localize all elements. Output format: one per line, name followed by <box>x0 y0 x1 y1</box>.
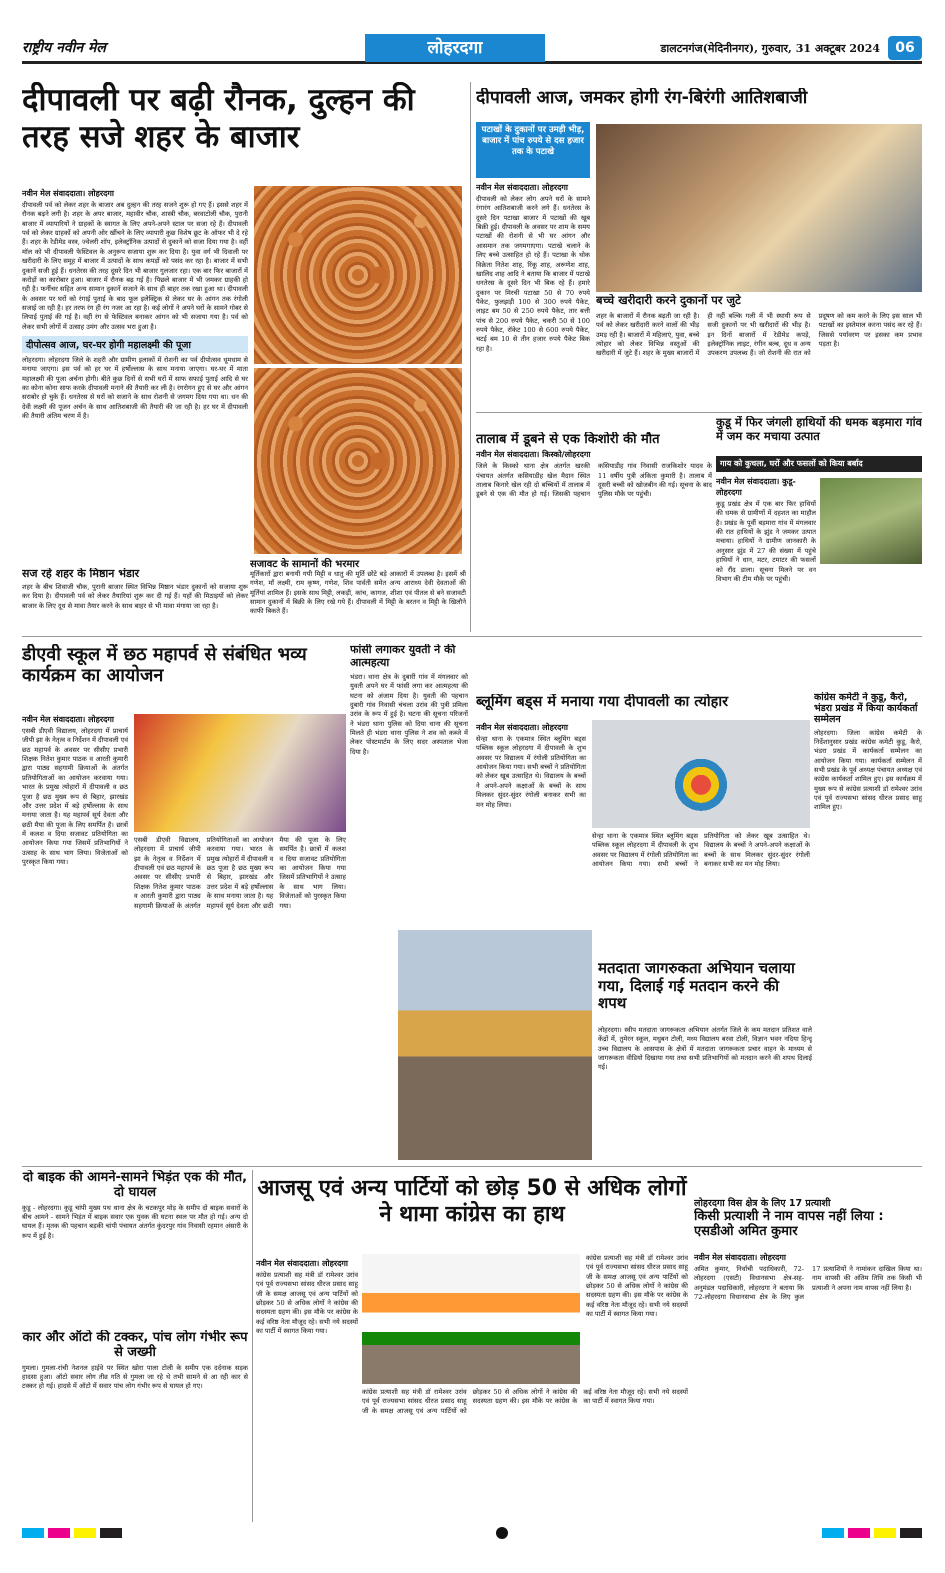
article-car-auto <box>22 1330 248 1522</box>
photo-diyas-1 <box>254 186 462 364</box>
column-rule <box>252 1170 253 1522</box>
article-diwali-bazaar <box>22 82 470 190</box>
headline: दीपावली आज, जमकर होगी रंग-बिरंगी आतिशबाजी <box>476 88 808 108</box>
row-rule <box>22 636 922 637</box>
headline: कुडू में फिर जंगली हाथियों की धमक बड़मारा गांव में जम कर मचाया उत्पात <box>716 416 922 443</box>
byline: नवीन मेल संवाददाता। लोहरदगा <box>476 183 568 192</box>
black-swatch <box>100 1528 122 1538</box>
row-rule <box>22 1166 922 1167</box>
voter-body <box>598 1026 812 1162</box>
blooming-body-cols <box>592 832 810 926</box>
cyan-swatch <box>822 1528 844 1538</box>
photo-trampled-field <box>820 478 922 564</box>
article-body-col <box>22 186 248 566</box>
photo-diyas-2 <box>254 368 462 554</box>
photo-rangoli <box>592 720 810 828</box>
magenta-swatch <box>848 1528 870 1538</box>
column-rule <box>470 82 471 632</box>
headline: दीपावली पर बढ़ी रौनक, दुल्हन की तरह सजे शहर के बाजार <box>22 82 415 155</box>
photo-school-event <box>134 714 346 832</box>
article-elephants <box>716 416 922 454</box>
article-bike-accident <box>22 1170 248 1328</box>
dateline: डालटनगंज(मेदिनीनगर), गुरुवार, 31 अक्टूबर 2024 <box>660 42 880 55</box>
article-voter-awareness <box>598 960 812 1022</box>
article-body-2: शहर के बाजारों में रौनक बढ़ती जा रही है। पर्व को लेकर खरीदारी करने वालों की भीड़ उमड़ रही है। बाजारों में महिलाएं, युवा, बच्चे त्योहार को लेकर विभिन्न वस्तुओं की खरीदारी में जुटे हैं। शहर के मुख्य बाजारों में ही नहीं बल्कि गली में भी स्थायी रूप से सजी दुकानों पर भी खरीदारों की भीड़ है। इन दिनों बाजारों में रेडीमेड कपड़े, इलेक्ट्रॉनिक लाइट, रंगीन बल्ब, दूध व अन्य उपकरण उपलब्ध हैं। जो रोशनी की रात को प्रदूषण को कम करने के लिए इस साल भी पटाखों का इस्तेमाल करना पसंद कर रहे हैं। जिससे पर्यावरण पर इसका कम प्रभाव पड़ता है। <box>596 312 922 358</box>
byline: नवीन मेल संवाददाता। लोहरदगा <box>22 715 114 724</box>
sub-heading: गाय को कुचला, घरों और फसलों को किया बर्बाद <box>720 459 863 468</box>
headline: दो बाइक की आमने-सामने भिड़ंत एक की मौत, दो घायल <box>22 1170 248 1201</box>
page-number: 06 <box>888 36 922 60</box>
byline: नवीन मेल संवाददाता। लोहरदगा <box>476 723 568 732</box>
sweets-box <box>22 568 248 630</box>
article-body-cont: कांग्रेस प्रत्याशी सह मंत्री डॉ रामेश्वर उरांव एवं पूर्व राज्यसभा सांसद धीरज प्रसाद साहू जी के समक्ष आजसू एवं अन्य पार्टियों को छोड़कर 50 से अधिक लोगों ने कांग्रेस की सदस्यता ग्रहण की। इस मौके पर कांग्रेस के कई वरिष्ठ नेता मौजूद रहे। सभी नये सदस्यों का पार्टी में स्वागत किया गया। <box>362 1388 688 1415</box>
article-body: लोहरदगा। जिला कांग्रेस कमेटी के निर्देशानुसार प्रखंड कांग्रेस कमेटी कुडू, कैरो, भंडरा प्रखंड में कार्यकर्ता सम्मेलन का आयोजन किया गया। कार्यकर्ता सम्मेलन में सभी प्रखंड के पूर्व अध्यक्ष पंचायत अध्यक्ष एवं कांग्रेस कार्यकर्ता शामिल हुए। इस कार्यक्रम में मुख्य रूप से कांग्रेस प्रत्याशी डॉ रामेश्वर उरांव एवं पूर्व राज्यसभा सांसद धीरज प्रसाद साहू शामिल हुए। <box>814 728 922 812</box>
article-blooming-buds <box>476 694 810 718</box>
article-congress-committee <box>814 692 922 1162</box>
headline: तालाब में डूबने से एक किशोरी की मौत <box>476 432 660 447</box>
caption-body: मूर्तिकारों द्वारा बनायी गयी मिट्टी व धातु की मूर्ति छोटे बड़े आकारों में उपलब्ध है। इसमें श्री गणेश, माँ लक्ष्मी, राम कृष्ण, गणेश, शिव पार्वती समेत अन्य आराध्य देवी देवताओं की मूर्तियां शामिल हैं। इसके साथ मिट्टी, लकड़ी, कांच, कागज, शीशा एवं पीतल से बने सजावटी सामान दुकानों में बिक्री के लिए रखे गये हैं। दीपावली में मिट्टी के बरतन व मिट्टी के खिलौने काफी बिकते हैं। <box>250 570 466 616</box>
article-body-cont: सेन्हा थाना के एकमात्र स्थित ब्लूमिंग बड्स पब्लिक स्कूल लोहरदगा में दीपावली के शुभ अवसर पर विद्यालय में रंगोली प्रतियोगिता का आयोजन किया गया। सभी बच्चों ने प्रतियोगिता को लेकर खूब उत्साहित थे। विद्यालय के बच्चों ने अपने-अपने कक्षाओं के बच्चों के साथ मिलकर सुंदर-सुंदर रंगोली बनाकर सभी का मन मोह लिया। <box>592 832 810 869</box>
byline: नवीन मेल संवाददाता। किस्को/लोहरदगा <box>476 450 591 460</box>
sub-heading: दीपोत्सव आज, घर-घर होगी महालक्ष्मी की पूजा <box>22 336 248 353</box>
article-body: सेन्हा थाना के एकमात्र स्थित ब्लूमिंग बड्स पब्लिक स्कूल लोहरदगा में दीपावली के शुभ अवसर पर विद्यालय में रंगोली प्रतियोगिता का आयोजन किया गया। सभी बच्चों ने प्रतियोगिता को लेकर खूब उत्साहित थे। विद्यालय के बच्चों ने अपने-अपने कक्षाओं के बच्चों के साथ मिलकर सुंदर-सुंदर रंगोली बनाकर सभी का मन मोह लिया। <box>476 735 586 809</box>
sweets-heading: सज रहे शहर के मिष्ठान भंडार <box>22 568 140 580</box>
headline: आजसू एवं अन्य पार्टियों को छोड़ 50 से अधिक लोगों ने थामा कांग्रेस का हाथ <box>257 1176 687 1227</box>
headline: ब्लूमिंग बड्स में मनाया गया दीपावली का त्योहार <box>476 694 729 710</box>
magenta-swatch <box>48 1528 70 1538</box>
congress-body-cols <box>362 1388 688 1522</box>
headline: किसी प्रत्याशी ने नाम वापस नहीं लिया : एसडीओ अमित कुमार <box>694 1209 884 1240</box>
dav-body <box>22 712 128 1162</box>
elephants-body <box>716 474 816 632</box>
sidebar-text: पटाखों के दुकानों पर उमड़ी भीड़, बाजार में पांच रुपये से दस हजार तक के पटाखे <box>481 125 585 158</box>
caption-decor-box <box>250 556 466 632</box>
article-fireworks <box>476 88 922 118</box>
byline: नवीन मेल संवाददाता। कुडू-लोहरदगा <box>716 477 796 497</box>
article-body: दीपावली पर्व को लेकर शहर के बाजार अब दुल्हन की तरह सजने शुरू हो गए हैं। इससे शहर में रौनक बढ़ने लगी है। शहर के अपर बाजार, महावीर चौक, शास्त्री चौक, बरवाटोली चौक, पुरानी बाजार में व्यापारियों ने ग्राहकों के स्वागत के लिए अपने-अपने स्टाल पर सजा रहे हैं। दीपावली पर्व को लेकर ग्राहकों को अपनी ओर खींचने के लिए व्यापारी कुछ विशेष छूट के ऑफर भी दे रहे हैं। शहर के रेडीमेड वस्त्र, ज्वेलरी शॉप, इलेक्ट्रॉनिक उत्पादों से दुकानें को सजा दिया गया है। वहीं मॉल को भी दीपावली फेस्टिवल के अनुरूप सजाया शुरू कर दिया है। युवा वर्ग भी दिवाली पर खरीदारी के लिए समूह में बाजार में उत्पादों के साथ कपड़ों को पसंद कर रहा है। बाजार में सभी दुकानें सजी हुई हैं। धनतेरस की तरह दूसरे दिन भी बाजार गुलजार रहा। एक बार फिर बाजारों में करोड़ों का कारोबार हुआ। बाजार में रौनक बढ़ गई है। पिछले बाजार में भी जमकर ग्राहकी हो रही है। फर्नीचर सहित अन्य सामान दुकानें सजाने के साथ ही बाहर तक रखा हुआ था। दीपावली के अवसर पर घरों को रंगाई पुताई के बाद फूल इलेक्ट्रिक से लेकर घर के आंगन तक रंगोली सजाई जा रही है। हर तरफ रंग ही रंग नजर आ रहा है। कई लोगों ने अपने घरों के सामने गोबर से लिपाई पुताई की गई है। वहीं रंग से फेस्टिवल बनाकर आंगन को भी सजाया गया है। पर्व को लेकर सभी लोगों में उत्साह उमंग और उत्सव भरा हुआ है। <box>22 201 248 331</box>
article-body: भंडरा। थाना क्षेत्र के दुबारी गांव में मंगलवार को युवती अपने घर में फांसी लगा कर आत्महत्या की घटना को अंजाम दिया है। युवती की पहचान दुबारी गांव निवासी चंचला उरांव की पुत्री प्रमिला उरांव के रूप में हुई है। घटना की सूचना परिजनों ने भंडरा थाना पुलिस को दिया थाना की सूचना मिलते ही भंडरा थाना पुलिस ने शव को कब्जे में लेकर पोस्टमार्टम के लिए सदर अस्पताल भेजा दिया है। <box>350 672 468 756</box>
article-body: जिले के किस्को थाना क्षेत्र अंतर्गत खरकी पंचायत अंतर्गत कसियाडीह खेल मैदान स्थित तालाब किनारे खेल रही दो बच्चियों में तालाब में डूबने से एक की मौत हो गई। जिसकी पहचान कसियाडीह गांव निवासी राजकिशोर यादव के 11 वर्षीय पुत्री अंकिता कुमारी है। तालाब में दूसरी बच्ची को खोजबीन की गई। सूचना के बाद पुलिस मौके पर पहुंची। <box>476 462 712 499</box>
headline: मतदाता जागरुकता अभियान चलाया गया, दिलाई गई मतदान करने की शपथ <box>598 960 795 1013</box>
article-body: कुडू - लोहरदगा। कुडू चांपी मुख्य पथ थाना क्षेत्र के चटकपुर मोड़ के समीप दो बाइक सवारों के बीच आमने - सामने भिड़ंत में बाइक सवार एक युवक की घटना स्थल पर मौत हो गई। अन्य दो घायल हैं। मृतक की पहचान बड़की चांपी पंचायत अंतर्गत कुंदरपुर गांव निवासी रहमान अंसारी के रूप में हुई है। <box>22 1203 248 1240</box>
print-color-strip <box>22 1526 922 1540</box>
article-body: गुमला। गुमला-रांची नेशनल हाईवे पर स्थित खोरा पाला टोली के समीप एक दर्दनाक सड़क हादसा हुआ। ऑटो सवार लोग तीव्र गति से गुमला जा रहे थे तभी सामने से आ रही कार से टक्कर हो गई। हादसे में ऑटो में सवार पांच लोग गंभीर रूप से घायल हो गए। <box>22 1363 248 1391</box>
yellow-swatch <box>74 1528 96 1538</box>
byline: नवीन मेल संवाददाता। लोहरदगा <box>256 1259 348 1268</box>
byline: नवीन मेल संवाददाता। लोहरदगा <box>22 189 114 198</box>
article-congress-joining <box>256 1176 688 1252</box>
article-candidates <box>694 1196 922 1248</box>
register-dot <box>496 1527 508 1539</box>
headline: डीएवी स्कूल में छठ महापर्व से संबंधित भव्य कार्यक्रम का आयोजन <box>22 644 307 687</box>
photo-voter-rally <box>398 930 592 1160</box>
article-body: दीपावली को लेकर लोग अपने घरों के सामने रंगारंग आतिशबाजी करने लगे हैं। धनतेरस के दूसरे दिन पटाखा बाजार में पटाखों की खूब बिक्री हुई। दीपावली के अवसर पर शाम के समय पटाखों की रोशनी से भी घर आंगन और आसमान तक जगमगाएगा। पटाखे चलाने के लिए बच्चे उत्साहित हो रहे हैं। पटाखा के थोक विक्रेता नितेश शाह, रिंकू शाह, अरूणेश शाह, खालिद शाह आदि ने बताया कि बाजार में पटाखे धनतेरस के दूसरे दिन भी बिक रहे हैं। हमारे दुकान पर मिरची पटाखा 50 से 70 रुपये पैकेट, फुलझड़ी 100 से 300 रुपये पैकेट, लाइट बम 50 से 250 रुपये पैकेट, तार बत्ती पांच से 200 रुपये पैकेट, चकरी 50 से 100 रुपये पैकेट, रॉकेट 100 से 600 रुपये पैकेट, चटई बम 10 से तीन हजार रुपये पैकेट बिक रहा है। <box>476 195 590 353</box>
black-swatch <box>900 1528 922 1538</box>
photo-congress-joining <box>362 1254 580 1384</box>
paper-name: राष्ट्रीय नवीन मेल <box>22 40 106 56</box>
article-drowning <box>476 432 712 632</box>
article-body: लोहरदगा। स्वीप मतदाता जागरूकता अभियान अंतर्गत जिले के कम मतदान प्रतिशत वाले केंद्रों में, तुमेरन स्कूल, मधुबन टोली, मध्य विद्यालय बरवा टोली, विज्ञान भवन नदिया हिन्दू उच्च विद्यालय के आसपास के क्षेत्रों में मतदाता जागरूकता प्रचार वाहन के माध्यम से जागरूकता वीडियो दिखाया गया तथा सभी प्रतिभागियों को मतदान करने की शपथ दिलाई गई। <box>598 1026 812 1072</box>
elephants-subbar <box>716 456 922 472</box>
byline: नवीन मेल संवाददाता। लोहरदगा <box>694 1253 786 1262</box>
article-body: कांग्रेस प्रत्याशी सह मंत्री डॉ रामेश्वर उरांव एवं पूर्व राज्यसभा सांसद धीरज प्रसाद साहू जी के समक्ष आजसू एवं अन्य पार्टियों को छोड़कर 50 से अधिक लोगों ने कांग्रेस की सदस्यता ग्रहण की। इस मौके पर कांग्रेस के कई वरिष्ठ नेता मौजूद रहे। सभी नये सदस्यों का पार्टी में स्वागत किया गया। <box>256 1271 358 1336</box>
headline: फांसी लगाकर युवती ने की आत्महत्या <box>350 644 456 669</box>
cyan-swatch <box>22 1528 44 1538</box>
article-dav-school <box>22 644 346 710</box>
headline: कार और ऑटो की टक्कर, पांच लोग गंभीर रूप से जख्मी <box>22 1330 248 1361</box>
fireworks-photo-caption <box>596 294 922 312</box>
congress-body <box>256 1256 358 1522</box>
article-body: कुडू प्रखंड क्षेत्र में एक बार फिर हाथियों की धमक से ग्रामीणों में दहशत का माहौल है। प्रखंड के पूर्वी बड़मारा गांव में मंगलवार की रात हाथियों के झुंड ने जमकर उत्पात मचाया। हाथियों ने ग्रामीण जानकारी के अनुसार झुंड में 27 की संख्या में पहुंचे हाथियों ने धान, मटर, टमाटर की फसलों को रौंद डाला। सूचना मिलने पर वन विभाग की टीम मौके पर पहुंची। <box>716 500 816 583</box>
candidates-body <box>694 1250 922 1522</box>
fireworks-body <box>476 180 590 410</box>
fireworks-body-2 <box>596 312 922 410</box>
fireworks-sidebar <box>476 122 590 178</box>
caption-heading: सजावट के सामानों की भरमार <box>250 559 360 570</box>
sub-body: लोहरदगा। लोहरदगा जिले के शहरी और ग्रामीण इलाकों में रोशनी का पर्व दीपोत्सव धूमधाम से मनाया जाएगा। इस पर्व को हर घर में हर्षोल्लास के साथ मनाया जाएगा। घर-घर में माता महालक्ष्मी की पूजा अर्चना होगी। बीते कुछ दिनों से सभी घरों में साफ सफाई पुताई आदि से घर का कोना कोना साफ करके दीपावली मनाने की तैयारी कर ली है। रंगरोगन हुए से घर और आंगन सराबोर हो चुके हैं। धनतेरस से घरों को सजाने के साथ रोशनी से जगमग दिया गया था। धन की देवी लक्ष्मी की पूजन अर्चन के साथ आतिशबाजी की तैयारी की जा रही है। हर घर में दीपावली की तैयारी अंतिम चरण में है। <box>22 356 248 421</box>
kicker: लोहरदगा विस क्षेत्र के लिए 17 प्रत्याशी <box>694 1198 831 1209</box>
masthead <box>22 34 922 64</box>
headline: कांग्रेस कमेटी ने कुडू, कैरो, भंडरा प्रखंड में किया कार्यकर्ता सम्मेलन <box>814 692 918 726</box>
congress-body-right <box>586 1254 688 1386</box>
photo-caption: बच्चे खरीदारी करने दुकानों पर जुटे <box>596 294 741 307</box>
row-rule <box>476 412 922 413</box>
article-body: अमित कुमार, निर्वाची पदाधिकारी, 72-लोहरदगा (एसटी) विधानसभा क्षेत्र-सह-अनुमंडल पदाधिकारी, लोहरदगा ने बताया कि 72-लोहरदगा विधानसभा क्षेत्र के लिए कुल 17 प्रत्याशियों ने नामांकन दाखिल किया था। नाम वापसी की अंतिम तिथि तक किसी भी प्रत्याशी ने अपना नाम वापस नहीं लिया है। <box>694 1265 922 1302</box>
dav-body-cols <box>134 836 346 1162</box>
article-body-cont: एसबी डीएवी विद्यालय, लोहरदगा में प्राचार्य जीपी झा के नेतृत्व व निर्देशन में दीपावली एवं छठ महापर्व के अवसर पर सीसीए प्रभारी शिक्षक नितेश कुमार पाठक व आरती कुमारी द्वारा पाठ्य सहगामी क्रियाओं के अंतर्गत प्रतियोगिताओं का आयोजन करवाया गया। भारत के प्रमुख त्योहारों में दीपावली व छठ पूजा है छठ मुख्य रूप से बिहार, झारखंड और उत्तर प्रदेश में बड़े हर्षोल्लास के साथ मनाया जाता है। यह महापर्व सूर्य देवता और छठी मैया की पूजा के लिए समर्पित है। छात्रों में कलश व दिया सजावट प्रतियोगिता का आयोजन किया गया जिसमें प्रतिभागियों ने उत्साह के साथ भाग लिया। विजेताओं को पुरस्कृत किया गया। <box>134 836 346 910</box>
blooming-body <box>476 720 586 926</box>
article-body-side: कांग्रेस प्रत्याशी सह मंत्री डॉ रामेश्वर उरांव एवं पूर्व राज्यसभा सांसद धीरज प्रसाद साहू जी के समक्ष आजसू एवं अन्य पार्टियों को छोड़कर 50 से अधिक लोगों ने कांग्रेस की सदस्यता ग्रहण की। इस मौके पर कांग्रेस के कई वरिष्ठ नेता मौजूद रहे। सभी नये सदस्यों का पार्टी में स्वागत किया गया। <box>586 1254 688 1319</box>
article-body: एसबी डीएवी विद्यालय, लोहरदगा में प्राचार्य जीपी झा के नेतृत्व व निर्देशन में दीपावली एवं छठ महापर्व के अवसर पर सीसीए प्रभारी शिक्षक नितेश कुमार पाठक व आरती कुमारी द्वारा पाठ्य सहगामी क्रियाओं के अंतर्गत प्रतियोगिताओं का आयोजन करवाया गया। भारत के प्रमुख त्योहारों में दीपावली व छठ पूजा है छठ मुख्य रूप से बिहार, झारखंड और उत्तर प्रदेश में बड़े हर्षोल्लास के साथ मनाया जाता है। यह महापर्व सूर्य देवता और छठी मैया की पूजा के लिए समर्पित है। छात्रों में कलश व दिया सजावट प्रतियोगिता का आयोजन किया गया जिसमें प्रतिभागियों ने उत्साह के साथ भाग लिया। विजेताओं को पुरस्कृत किया गया। <box>22 727 128 867</box>
section-title: लोहरदगा <box>365 34 545 62</box>
yellow-swatch <box>874 1528 896 1538</box>
sweets-body: शहर के बीच शिवाजी चौक, पुरानी बाजार स्थित विभिन्न मिष्ठान भंडार दुकानों को सजाया शुरू कर दिया है। दीपावली पर्व को लेकर तैयारियां शुरू कर दी गई हैं। यहाँ की मिठाइयों को लेकर बाजार के लिए दूध से मावा तैयार करने के साथ बाहर से भी मावा मंगाया जा रहा है। <box>22 582 248 610</box>
photo-shop-crowd <box>596 124 922 292</box>
